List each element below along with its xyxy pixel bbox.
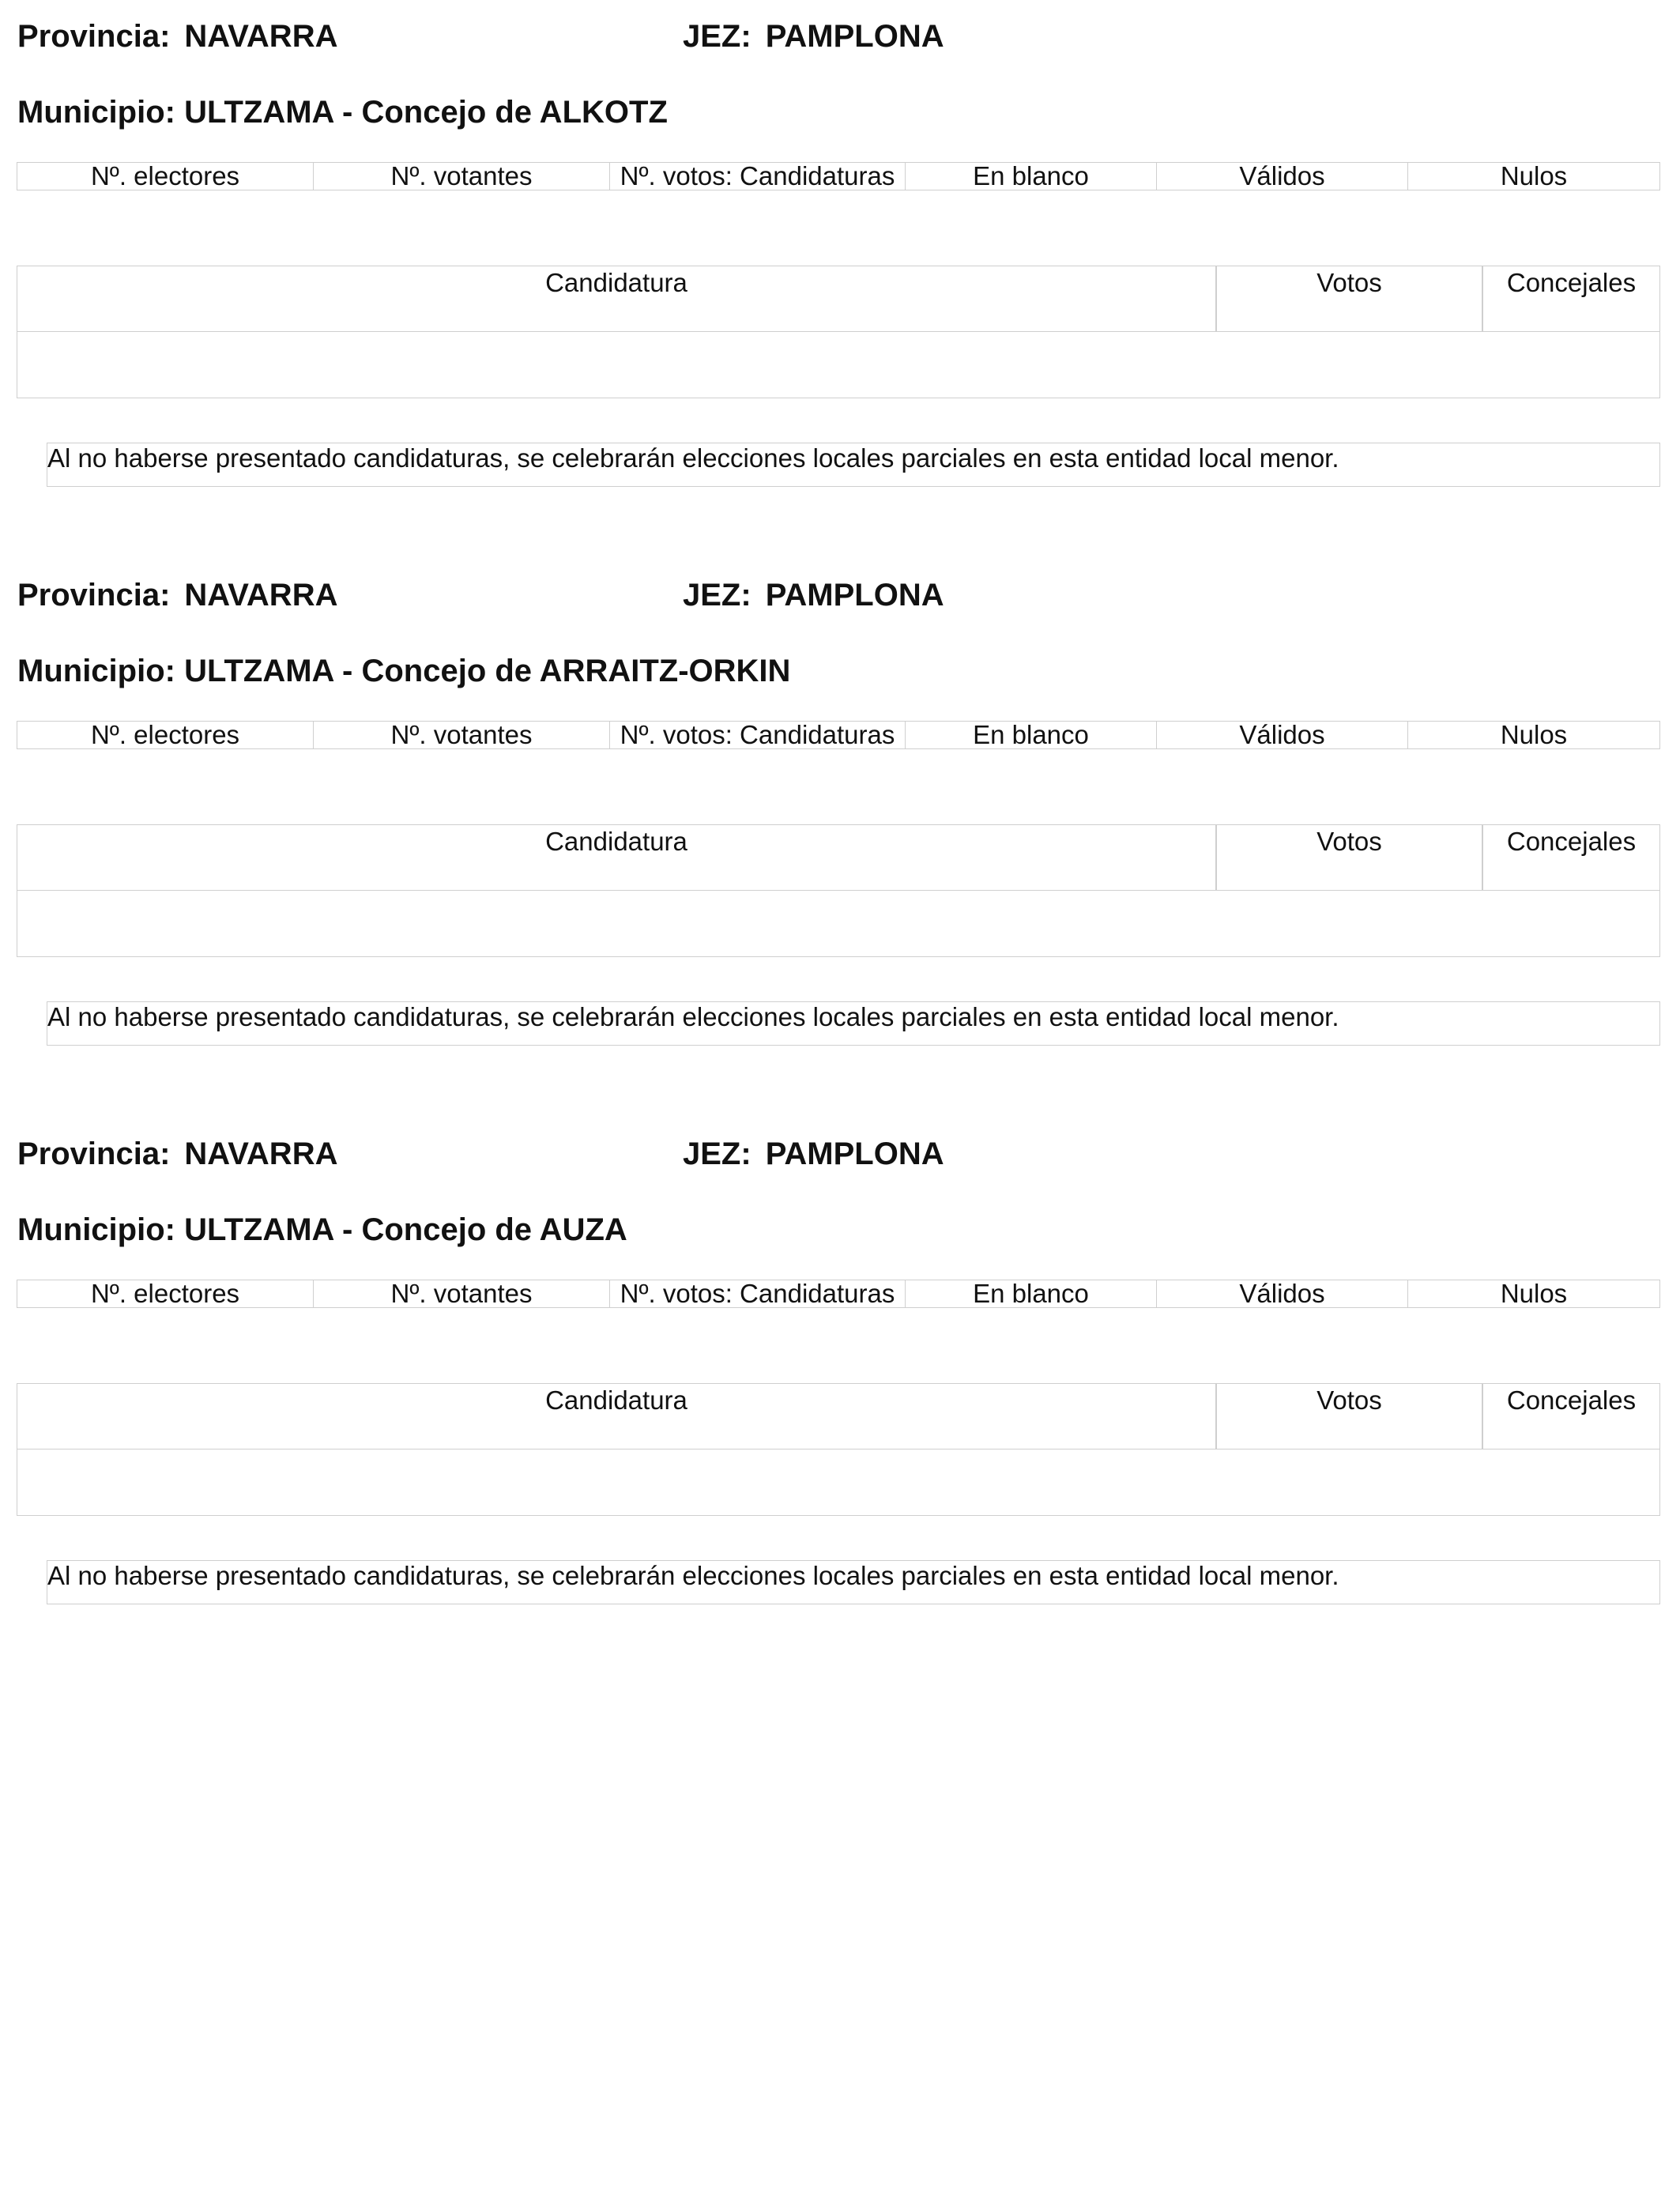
votos-header: Votos [1217, 266, 1483, 331]
candidatura-header-row [17, 1384, 1659, 1449]
jez-line [683, 1135, 944, 1173]
stats-table [17, 721, 1660, 749]
candidatura-table [17, 266, 1660, 398]
stats-header-votos-candidaturas: Nº. votos: Candidaturas [610, 722, 906, 748]
provincia-line [17, 576, 337, 614]
municipio-label: Municipio: [17, 1212, 175, 1247]
municipio-value: ULTZAMA - Concejo de AUZA [184, 1212, 627, 1247]
municipio-value: ULTZAMA - Concejo de ARRAITZ-ORKIN [184, 654, 791, 688]
votos-header: Votos [1217, 825, 1483, 890]
jez-line [683, 17, 944, 55]
votos-header: Votos [1217, 1384, 1483, 1449]
candidatura-empty-row [17, 332, 1659, 398]
candidatura-header: Candidatura [17, 266, 1217, 331]
concejales-header: Concejales [1506, 268, 1637, 297]
stats-header-nulos: Nulos [1500, 722, 1568, 748]
municipio-value: ULTZAMA - Concejo de ALKOTZ [184, 95, 668, 130]
candidatura-header: Candidatura [17, 1384, 1217, 1449]
candidatura-header-row [17, 266, 1659, 332]
stats-header-en-blanco: En blanco [906, 163, 1157, 190]
stats-header-electores: Nº. electores [17, 163, 314, 190]
provincia-label: Provincia: [17, 19, 171, 54]
stats-header-validos: Válidos [1157, 163, 1408, 190]
jez-value: PAMPLONA [765, 19, 944, 54]
jez-label: JEZ: [683, 578, 751, 613]
candidatura-table [17, 1383, 1660, 1516]
concejales-header: Concejales [1506, 1385, 1637, 1415]
provincia-value: NAVARRA [184, 19, 338, 54]
stats-header-electores: Nº. electores [17, 722, 314, 748]
candidatura-header-row [17, 825, 1659, 891]
stats-header-en-blanco: En blanco [906, 1280, 1157, 1307]
stats-header-validos: Válidos [1157, 1280, 1408, 1307]
stats-table [17, 1280, 1660, 1308]
provincia-label: Provincia: [17, 578, 171, 613]
candidatura-header: Candidatura [17, 825, 1217, 890]
municipio-line [17, 93, 668, 131]
stats-table [17, 162, 1660, 190]
municipio-line [17, 1211, 627, 1249]
notice-text: Al no haberse presentado candidaturas, se celebrarán elecciones locales parciales en esta entidad local menor. [47, 1001, 1660, 1046]
candidatura-empty-row [17, 891, 1659, 957]
stats-header-votantes: Nº. votantes [314, 1280, 610, 1307]
concejo-block [0, 1118, 1680, 1671]
provincia-value: NAVARRA [184, 578, 338, 613]
provincia-value: NAVARRA [184, 1137, 338, 1171]
stats-header-votantes: Nº. votantes [314, 722, 610, 748]
concejales-header: Concejales [1506, 827, 1637, 856]
notice-text: Al no haberse presentado candidaturas, se celebrarán elecciones locales parciales en esta entidad local menor. [47, 443, 1660, 487]
municipio-label: Municipio: [17, 95, 175, 130]
stats-header-nulos: Nulos [1500, 163, 1568, 190]
jez-value: PAMPLONA [765, 1137, 944, 1171]
jez-label: JEZ: [683, 1137, 751, 1171]
jez-line [683, 576, 944, 614]
municipio-line [17, 652, 790, 690]
jez-label: JEZ: [683, 19, 751, 54]
municipio-label: Municipio: [17, 654, 175, 688]
provincia-line [17, 1135, 337, 1173]
stats-header-validos: Válidos [1157, 722, 1408, 748]
stats-header-votos-candidaturas: Nº. votos: Candidaturas [610, 1280, 906, 1307]
concejo-block [0, 0, 1680, 553]
notice-text: Al no haberse presentado candidaturas, se celebrarán elecciones locales parciales en esta entidad local menor. [47, 1560, 1660, 1604]
stats-header-votos-candidaturas: Nº. votos: Candidaturas [610, 163, 906, 190]
stats-header-nulos: Nulos [1500, 1280, 1568, 1307]
stats-header-en-blanco: En blanco [906, 722, 1157, 748]
candidatura-table [17, 824, 1660, 957]
concejo-block [0, 559, 1680, 1112]
stats-header-votantes: Nº. votantes [314, 163, 610, 190]
candidatura-empty-row [17, 1449, 1659, 1516]
stats-header-electores: Nº. electores [17, 1280, 314, 1307]
jez-value: PAMPLONA [765, 578, 944, 613]
provincia-label: Provincia: [17, 1137, 171, 1171]
provincia-line [17, 17, 337, 55]
